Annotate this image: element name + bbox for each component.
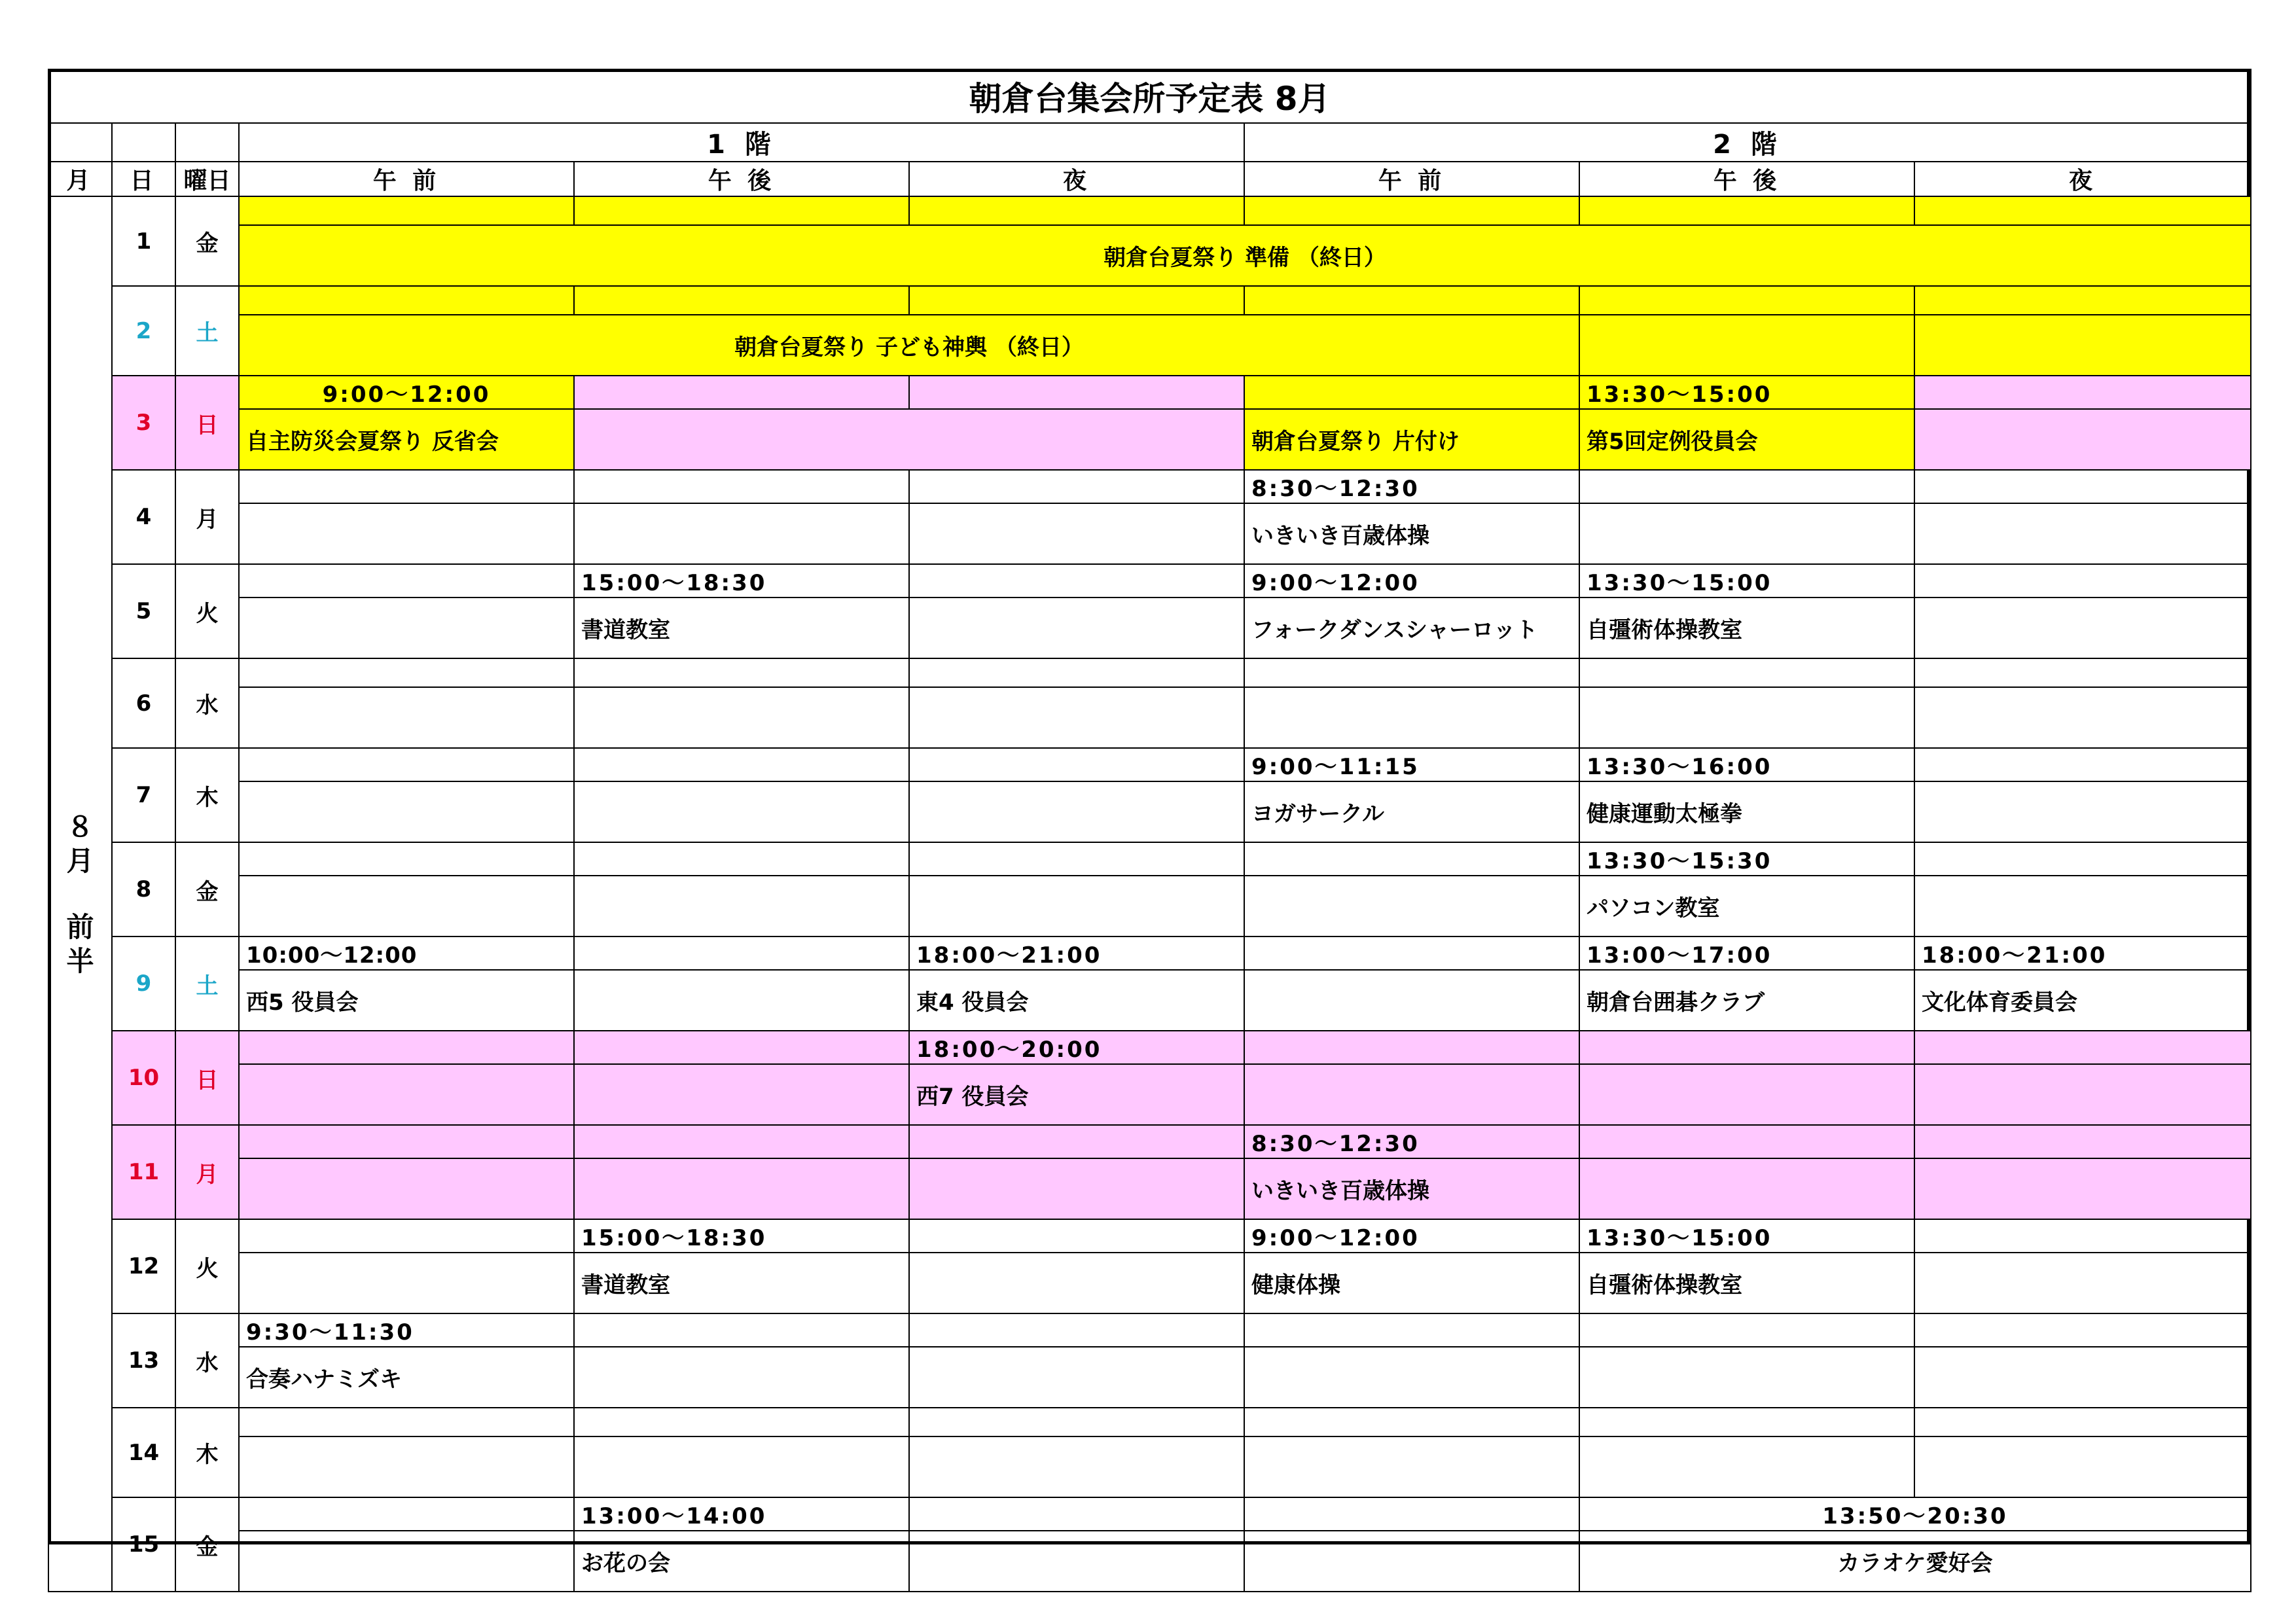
slot-cell — [1914, 503, 2251, 564]
slot-cell — [239, 1408, 574, 1436]
slot-cell — [239, 1031, 574, 1064]
slot-cell — [1914, 1219, 2251, 1253]
slot-cell — [909, 1158, 1244, 1219]
month-label-char: 半 — [66, 944, 94, 977]
event-name: カラオケ愛好会 — [1579, 1531, 2251, 1592]
event-name: 合奏ハナミズキ — [239, 1347, 574, 1408]
slot-cell — [1244, 1408, 1579, 1436]
slot-cell — [574, 1347, 909, 1408]
slot-cell — [909, 286, 1244, 315]
slot-cell — [909, 1313, 1244, 1347]
month-label-char: 月 — [66, 844, 94, 877]
event-name: 朝倉台夏祭り 子ども神輿 （終日） — [239, 315, 1579, 376]
day-number: 14 — [112, 1408, 175, 1497]
event-time: 13:30～15:30 — [1579, 842, 1914, 876]
slot-header-f2-morning: 午 前 — [1244, 162, 1579, 196]
event-time: 15:00～18:30 — [574, 564, 909, 597]
slot-cell — [574, 196, 909, 225]
slot-cell — [1244, 1064, 1579, 1125]
day-weekday: 水 — [175, 658, 239, 748]
slot-cell — [239, 470, 574, 503]
event-time: 18:00～21:00 — [1914, 936, 2251, 970]
event-time: 13:30～16:00 — [1579, 748, 1914, 781]
event-time: 9:30～11:30 — [239, 1313, 574, 1347]
day-number: 1 — [112, 196, 175, 286]
schedule-table — [48, 69, 2251, 1592]
day-weekday: 月 — [175, 470, 239, 564]
slot-cell — [1914, 1125, 2251, 1158]
slot-cell — [1914, 1347, 2251, 1408]
day-number: 7 — [112, 748, 175, 842]
slot-cell — [909, 376, 1244, 409]
floor-1-header: 1 階 — [239, 123, 1244, 162]
slot-cell — [1914, 470, 2251, 503]
day-number: 10 — [112, 1031, 175, 1125]
slot-cell — [1914, 315, 2251, 376]
slot-cell — [1244, 658, 1579, 687]
month-label-char: 前 — [66, 910, 94, 943]
event-time: 9:00～12:00 — [1244, 564, 1579, 597]
slot-cell — [1244, 1347, 1579, 1408]
slot-cell — [1914, 409, 2251, 470]
slot-cell — [909, 748, 1244, 781]
slot-cell — [1914, 1031, 2251, 1064]
slot-cell — [1579, 687, 1914, 748]
slot-cell — [909, 781, 1244, 842]
month-column-header: 月 — [48, 162, 112, 196]
blank-header-cell — [175, 123, 239, 162]
slot-cell — [239, 503, 574, 564]
event-time: 9:00～12:00 — [239, 376, 574, 409]
slot-cell — [1914, 687, 2251, 748]
slot-cell — [574, 842, 909, 876]
day-weekday: 金 — [175, 842, 239, 936]
slot-cell — [574, 470, 909, 503]
slot-cell — [909, 470, 1244, 503]
slot-cell — [1579, 1031, 1914, 1064]
slot-cell — [239, 1219, 574, 1253]
day-column-header: 日 — [112, 162, 175, 196]
slot-cell — [909, 564, 1244, 597]
slot-cell — [574, 1436, 909, 1497]
event-name: 西7 役員会 — [909, 1064, 1244, 1125]
slot-cell — [1244, 1313, 1579, 1347]
slot-cell — [239, 1531, 574, 1592]
slot-cell — [1244, 1531, 1579, 1592]
event-name: 文化体育委員会 — [1914, 970, 2251, 1031]
slot-cell — [1914, 286, 2251, 315]
slot-cell — [1914, 1408, 2251, 1436]
slot-cell — [239, 1497, 574, 1531]
event-name: 健康体操 — [1244, 1253, 1579, 1313]
event-time: 8:30～12:30 — [1244, 470, 1579, 503]
slot-cell — [574, 970, 909, 1031]
slot-cell — [1579, 503, 1914, 564]
event-name: 自主防災会夏祭り 反省会 — [239, 409, 574, 470]
event-name: いきいき百歳体操 — [1244, 1158, 1579, 1219]
slot-cell — [1579, 1408, 1914, 1436]
slot-cell — [239, 1436, 574, 1497]
event-name: いきいき百歳体操 — [1244, 503, 1579, 564]
slot-cell — [1579, 315, 1914, 376]
event-name: パソコン教室 — [1579, 876, 1914, 936]
slot-cell — [1579, 1436, 1914, 1497]
day-weekday: 金 — [175, 196, 239, 286]
slot-cell — [239, 1064, 574, 1125]
blank-header-cell — [112, 123, 175, 162]
event-name: お花の会 — [574, 1531, 909, 1592]
event-name: 自彊術体操教室 — [1579, 1253, 1914, 1313]
day-number: 12 — [112, 1219, 175, 1313]
slot-cell — [574, 1158, 909, 1219]
day-weekday: 火 — [175, 564, 239, 658]
slot-cell — [574, 1408, 909, 1436]
slot-cell — [909, 1497, 1244, 1531]
slot-cell — [909, 196, 1244, 225]
slot-cell — [1579, 1347, 1914, 1408]
event-name: 朝倉台囲碁クラブ — [1579, 970, 1914, 1031]
slot-cell — [1244, 876, 1579, 936]
event-time: 8:30～12:30 — [1244, 1125, 1579, 1158]
slot-cell — [909, 687, 1244, 748]
slot-cell — [1914, 1064, 2251, 1125]
slot-cell — [1914, 376, 2251, 409]
day-weekday: 土 — [175, 286, 239, 376]
day-number: 6 — [112, 658, 175, 748]
slot-cell — [909, 842, 1244, 876]
day-weekday: 木 — [175, 1408, 239, 1497]
event-name: 朝倉台夏祭り 準備 （終日） — [239, 225, 2251, 286]
slot-cell — [1914, 597, 2251, 658]
slot-cell — [1914, 564, 2251, 597]
event-name: 朝倉台夏祭り 片付け — [1244, 409, 1579, 470]
slot-cell — [239, 1253, 574, 1313]
slot-cell — [1914, 1313, 2251, 1347]
day-weekday: 月 — [175, 1125, 239, 1219]
event-name: 東4 役員会 — [909, 970, 1244, 1031]
slot-cell — [239, 876, 574, 936]
slot-cell — [909, 876, 1244, 936]
event-time: 18:00～21:00 — [909, 936, 1244, 970]
slot-cell — [574, 936, 909, 970]
day-weekday: 水 — [175, 1313, 239, 1408]
slot-cell — [909, 1347, 1244, 1408]
slot-cell — [1579, 196, 1914, 225]
slot-cell — [1579, 470, 1914, 503]
day-weekday: 日 — [175, 376, 239, 470]
slot-cell — [1579, 658, 1914, 687]
slot-cell — [239, 1158, 574, 1219]
slot-cell — [909, 658, 1244, 687]
day-number: 15 — [112, 1497, 175, 1592]
slot-cell — [574, 286, 909, 315]
day-number: 4 — [112, 470, 175, 564]
slot-cell — [1914, 1436, 2251, 1497]
blank-header-cell — [48, 123, 112, 162]
slot-cell — [1914, 781, 2251, 842]
slot-cell — [1579, 1313, 1914, 1347]
slot-cell — [1244, 936, 1579, 970]
slot-cell — [574, 876, 909, 936]
month-half-label — [48, 196, 112, 1592]
slot-cell — [239, 658, 574, 687]
page-title: 朝倉台集会所予定表 8月 — [48, 69, 2251, 123]
slot-cell — [909, 503, 1244, 564]
slot-cell — [1244, 1031, 1579, 1064]
slot-header-f2-afternoon: 午 後 — [1579, 162, 1914, 196]
slot-cell — [574, 1125, 909, 1158]
day-weekday: 日 — [175, 1031, 239, 1125]
month-label-char: ８ — [66, 810, 94, 843]
slot-cell — [574, 658, 909, 687]
slot-cell — [1914, 842, 2251, 876]
event-time: 13:00～14:00 — [574, 1497, 909, 1531]
slot-cell — [239, 1125, 574, 1158]
event-time: 13:30～15:00 — [1579, 1219, 1914, 1253]
floor-2-header: 2 階 — [1244, 123, 2251, 162]
slot-cell — [909, 1408, 1244, 1436]
event-time: 9:00～11:15 — [1244, 748, 1579, 781]
slot-cell — [1914, 1253, 2251, 1313]
slot-cell — [1244, 1436, 1579, 1497]
day-number: 8 — [112, 842, 175, 936]
slot-cell — [909, 597, 1244, 658]
slot-cell — [1244, 970, 1579, 1031]
slot-header-f1-morning: 午 前 — [239, 162, 574, 196]
day-number: 2 — [112, 286, 175, 376]
day-number: 13 — [112, 1313, 175, 1408]
slot-cell — [1244, 286, 1579, 315]
day-weekday: 金 — [175, 1497, 239, 1592]
slot-cell — [574, 748, 909, 781]
slot-cell — [909, 1436, 1244, 1497]
event-name: 西5 役員会 — [239, 970, 574, 1031]
slot-cell — [1244, 842, 1579, 876]
slot-cell — [909, 1125, 1244, 1158]
slot-cell — [1579, 1064, 1914, 1125]
slot-cell — [574, 781, 909, 842]
slot-header-f1-night: 夜 — [909, 162, 1244, 196]
slot-cell — [1914, 196, 2251, 225]
slot-cell — [1244, 376, 1579, 409]
slot-cell — [574, 1064, 909, 1125]
slot-cell — [1914, 876, 2251, 936]
slot-cell — [574, 1313, 909, 1347]
slot-cell — [239, 687, 574, 748]
day-weekday: 火 — [175, 1219, 239, 1313]
slot-cell — [1914, 658, 2251, 687]
event-name: 書道教室 — [574, 597, 909, 658]
slot-cell — [1579, 1158, 1914, 1219]
slot-cell — [1579, 286, 1914, 315]
slot-cell — [574, 687, 909, 748]
day-number: 3 — [112, 376, 175, 470]
slot-cell — [1244, 1497, 1579, 1531]
event-name: 第5回定例役員会 — [1579, 409, 1914, 470]
event-name: 自彊術体操教室 — [1579, 597, 1914, 658]
event-name: 健康運動太極拳 — [1579, 781, 1914, 842]
event-time: 13:00～17:00 — [1579, 936, 1914, 970]
slot-cell — [1244, 196, 1579, 225]
slot-cell — [239, 842, 574, 876]
slot-cell — [1914, 1158, 2251, 1219]
day-number: 11 — [112, 1125, 175, 1219]
event-time: 13:30～15:00 — [1579, 564, 1914, 597]
slot-cell — [574, 503, 909, 564]
slot-cell — [239, 781, 574, 842]
event-name: ヨガサークル — [1244, 781, 1579, 842]
slot-cell — [909, 1531, 1244, 1592]
event-time: 10:00～12:00 — [239, 936, 574, 970]
day-weekday: 土 — [175, 936, 239, 1031]
slot-cell — [239, 597, 574, 658]
slot-cell — [239, 196, 574, 225]
event-time: 13:50～20:30 — [1579, 1497, 2251, 1531]
event-time: 15:00～18:30 — [574, 1219, 909, 1253]
slot-cell — [239, 564, 574, 597]
slot-cell — [574, 376, 909, 409]
day-number: 9 — [112, 936, 175, 1031]
slot-cell — [239, 748, 574, 781]
slot-cell — [239, 286, 574, 315]
slot-cell — [574, 409, 1244, 470]
day-weekday: 木 — [175, 748, 239, 842]
slot-header-f2-night: 夜 — [1914, 162, 2251, 196]
slot-cell — [1914, 748, 2251, 781]
slot-cell — [909, 1253, 1244, 1313]
event-name: フォークダンスシャーロット — [1244, 597, 1579, 658]
slot-cell — [1244, 687, 1579, 748]
weekday-column-header: 曜日 — [175, 162, 239, 196]
slot-cell — [909, 1219, 1244, 1253]
event-name: 書道教室 — [574, 1253, 909, 1313]
event-time: 9:00～12:00 — [1244, 1219, 1579, 1253]
slot-header-f1-afternoon: 午 後 — [574, 162, 909, 196]
event-time: 18:00～20:00 — [909, 1031, 1244, 1064]
slot-cell — [574, 1031, 909, 1064]
slot-cell — [1579, 1125, 1914, 1158]
day-number: 5 — [112, 564, 175, 658]
event-time: 13:30～15:00 — [1579, 376, 1914, 409]
